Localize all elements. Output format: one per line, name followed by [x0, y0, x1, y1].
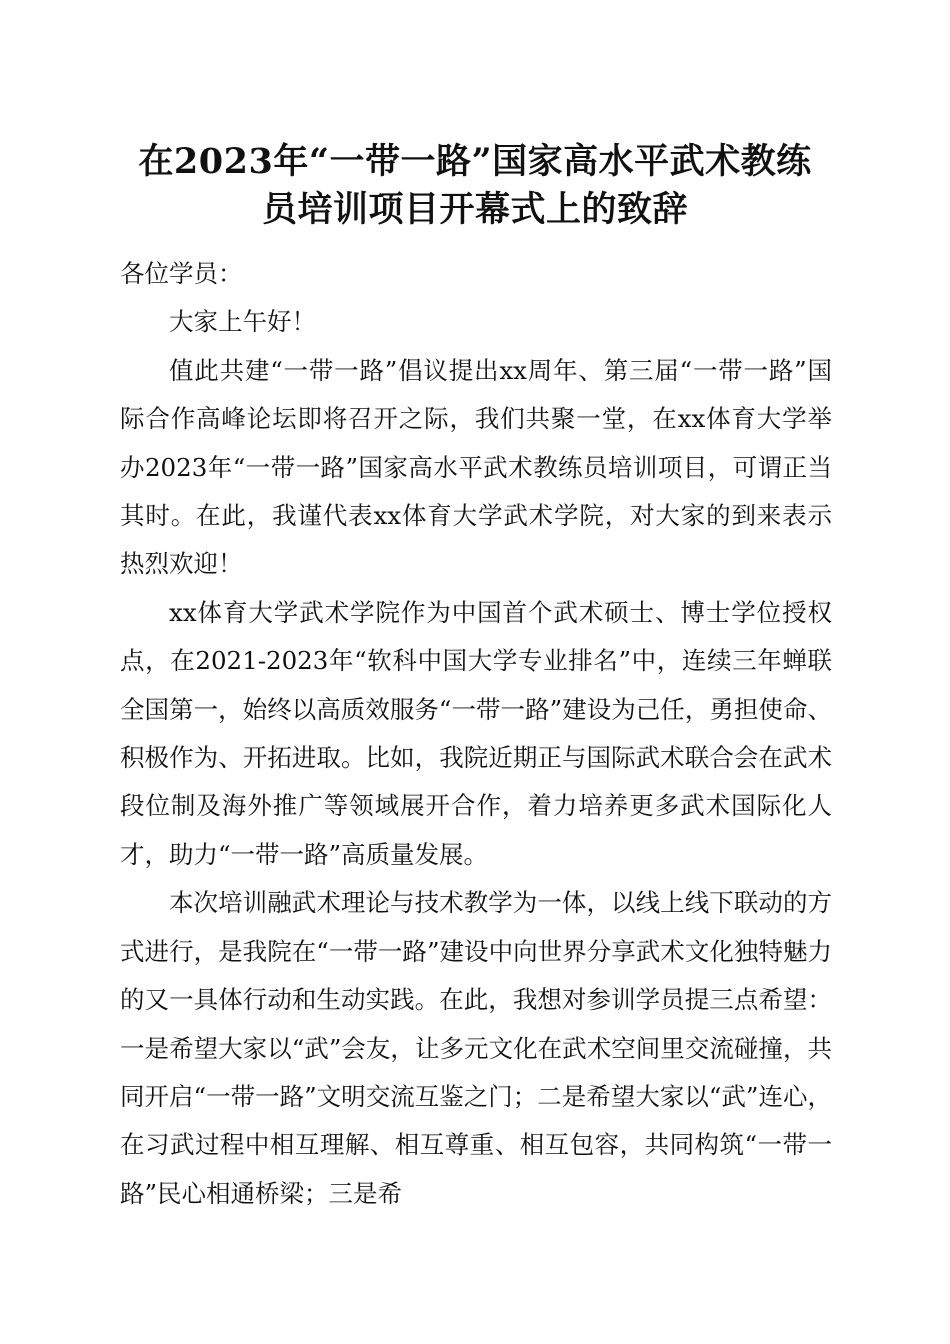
salutation: 各位学员：	[120, 259, 243, 288]
welcome-paragraph: 值此共建“一带一路”倡议提出xx周年、第三届“一带一路”国际合作高峰论坛即将召开之际，我们共聚一堂，在xx体育大学举办2023年“一带一路”国家高水平武术教练员培训项目，可谓正当其时。在此，我谨代表xx体育大学武术学院，对大家的到来表示热烈欢迎！	[120, 355, 832, 579]
greeting-paragraph: 大家上午好！	[169, 307, 316, 337]
training-paragraph: 本次培训融武术理论与技术教学为一体，以线上线下联动的方式进行，是我院在“一带一路”建设中向世界分享武术文化独特魅力的又一具体行动和生动实践。在此，我想对参训学员提三点希望：一是希望大家以“武”会友，让多元文化在武术空间里交流碰撞，共同开启“一带一路”文明交流互鉴之门；二是希望大家以“武”连心，在习武过程中相互理解、相互尊重、相互包容，共同构筑“一带一路”民心相通桥梁；三是希	[120, 888, 832, 1208]
document-body	[120, 250, 832, 1218]
institution-paragraph: xx体育大学武术学院作为中国首个武术硕士、博士学位授权点，在2021-2023年“软科中国大学专业排名”中，连续三年蝉联全国第一，始终以高质效服务“一带一路”建设为己任，勇担使命、积极作为、开拓进取。比如，我院近期正与国际武术联合会在武术段位制及海外推广等领域展开合作，着力培养更多武术国际化人才，助力“一带一路”高质量发展。	[120, 597, 832, 869]
document-title	[100, 138, 850, 234]
title-line-2: 员培训项目开幕式上的致辞	[261, 189, 688, 230]
title-line-1: 在2023年“一带一路”国家高水平武术教练	[138, 141, 812, 182]
